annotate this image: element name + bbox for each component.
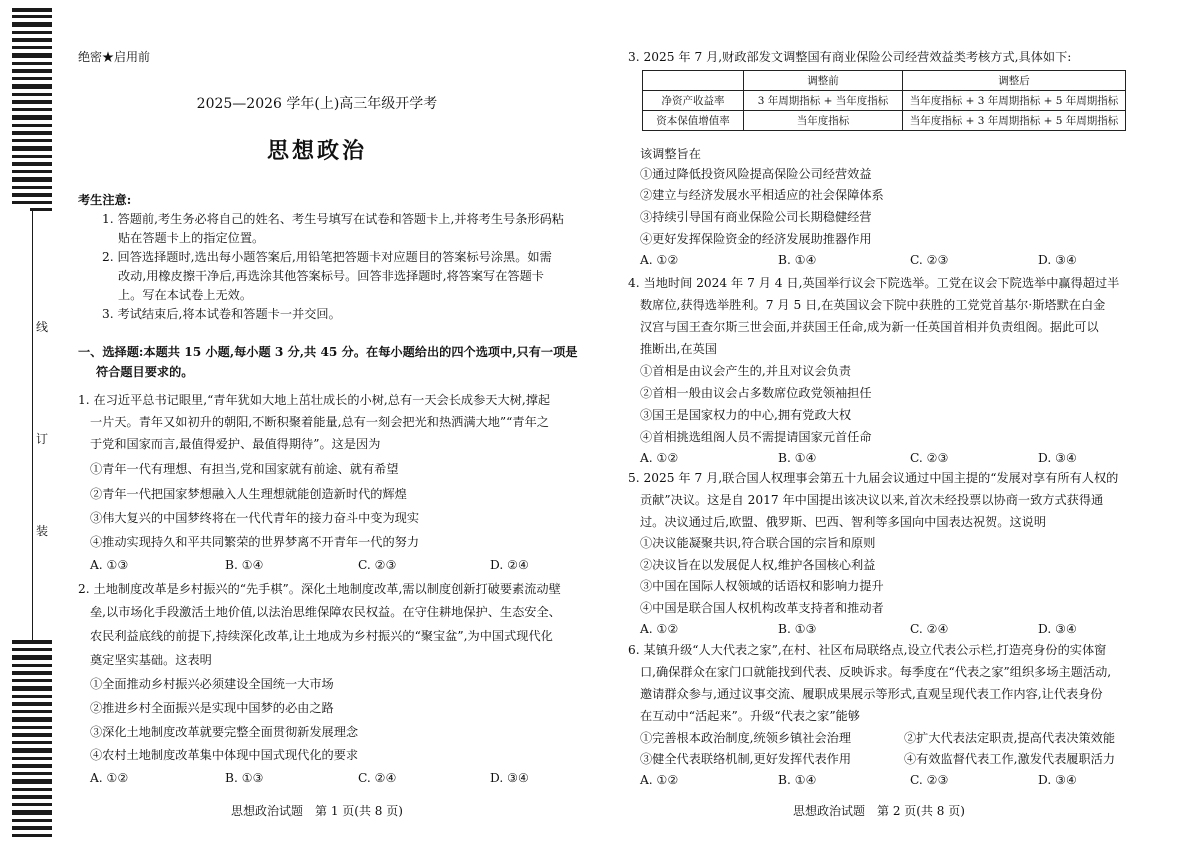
q2-stem: 2. 土地制度改革是乡村振兴的“先手棋”。深化土地制度改革,需以制度创新打破要素流动壁 <box>78 582 561 596</box>
q1-options <box>90 556 550 574</box>
table-row <box>643 111 1126 131</box>
q1-option-d[interactable]: D. ②④ <box>490 558 529 572</box>
q3-stem: 3. 2025 年 7 月,财政部发文调整国有商业保险公司经营效益类考核方式,具体如下: <box>628 50 1072 64</box>
q5-stem: 5. 2025 年 7 月,联合国人权理事会第五十九届会议通过中国主提的“发展对享有所有人权的 <box>628 471 1119 485</box>
q5-stem: 过。决议通过后,欧盟、俄罗斯、巴西、智利等多国向中国表达祝贺。这说明 <box>640 515 1047 529</box>
exam-title: 2025—2026 学年(上)高三年级开学考 <box>196 96 438 112</box>
q3-item: ②建立与经济发展水平相适应的社会保障体系 <box>640 188 884 202</box>
table-header-row <box>643 71 1126 91</box>
q3-lead: 该调整旨在 <box>640 147 701 161</box>
binding-strip-graphic <box>0 0 60 849</box>
q1-stem: 于党和国家而言,最值得爱护、最值得期待”。这是因为 <box>90 437 381 451</box>
q4-stem: 4. 当地时间 2024 年 7 月 4 日,英国举行议会下院选举。工党在议会下院选举中赢得超过半 <box>628 276 1120 290</box>
page-right <box>628 0 1130 849</box>
q4-item: ③国王是国家权力的中心,拥有党政大权 <box>640 408 852 422</box>
table-cell: 当年度指标 + 3 年周期指标 + 5 年周期指标 <box>903 111 1126 131</box>
q2-option-c[interactable]: C. ②④ <box>358 771 397 785</box>
page-left <box>78 0 578 849</box>
q2-item: ③深化土地制度改革就要完整全面贯彻新发展理念 <box>90 725 359 739</box>
q6-option-a[interactable]: A. ①② <box>640 773 679 787</box>
q4-item: ①首相是由议会产生的,并且对议会负责 <box>640 364 852 378</box>
q3-option-a[interactable]: A. ①② <box>640 253 679 267</box>
q4-option-a[interactable]: A. ①② <box>640 451 679 465</box>
q4-item: ④首相挑选组阁人员不需提请国家元首任命 <box>640 430 872 444</box>
q5-option-d[interactable]: D. ③④ <box>1038 622 1077 636</box>
q3-item: ①通过降低投资风险提高保险公司经营效益 <box>640 167 872 181</box>
q6-option-c[interactable]: C. ②③ <box>910 773 949 787</box>
q5-options <box>640 620 1100 638</box>
q3-item: ④更好发挥保险资金的经济发展助推器作用 <box>640 232 872 246</box>
q4-stem: 数席位,获得选举胜利。7 月 5 日,在英国议会下院中获胜的工党党首基尔·斯塔默在白金 <box>640 298 1106 312</box>
q3-option-c[interactable]: C. ②③ <box>910 253 949 267</box>
q6-option-d[interactable]: D. ③④ <box>1038 773 1077 787</box>
q2-option-b[interactable]: B. ①③ <box>225 771 264 785</box>
section-heading-cont: 符合题目要求的。 <box>96 365 194 379</box>
table-cell: 当年度指标 + 3 年周期指标 + 5 年周期指标 <box>903 91 1126 111</box>
notice-line: 3. 考试结束后,将本试卷和答题卡一并交回。 <box>102 307 341 321</box>
q2-option-d[interactable]: D. ③④ <box>490 771 529 785</box>
q5-item: ③中国在国际人权领域的话语权和影响力提升 <box>640 579 884 593</box>
q6-item: ④有效监督代表工作,激发代表履职活力 <box>904 752 1116 766</box>
q1-option-b[interactable]: B. ①④ <box>225 558 264 572</box>
page-footer-right: 思想政治试题 第 2 页(共 8 页) <box>793 804 965 818</box>
q4-stem: 汉宫与国王查尔斯三世会面,并获国王任命,成为新一任英国首相并负责组阁。据此可以 <box>640 320 1099 334</box>
q1-item: ③伟大复兴的中国梦终将在一代代青年的接力奋斗中变为现实 <box>90 511 420 525</box>
q4-option-c[interactable]: C. ②③ <box>910 451 949 465</box>
q1-item: ④推动实现持久和平共同繁荣的世界梦离不开青年一代的努力 <box>90 535 420 549</box>
q4-options <box>640 449 1100 467</box>
q5-item: ①决议能凝聚共识,符合联合国的宗旨和原则 <box>640 536 876 550</box>
notice-line: 贴在答题卡上的指定位置。 <box>118 231 265 245</box>
table-cell: 调整前 <box>744 71 903 91</box>
binding-word-bind: 装 <box>36 524 49 538</box>
q6-item: ②扩大代表法定职责,提高代表决策效能 <box>904 731 1116 745</box>
q5-item: ④中国是联合国人权机构改革支持者和推动者 <box>640 601 884 615</box>
notice-line: 改动,用橡皮擦干净后,再选涂其他答案标号。回答非选择题时,将答案写在答题卡 <box>118 269 544 283</box>
q4-stem: 推断出,在英国 <box>640 342 717 356</box>
q6-options <box>640 771 1100 789</box>
q2-stem: 垒,以市场化手段激活土地价值,以法治思维保障农民权益。在守住耕地保护、生态安全、 <box>90 605 561 619</box>
q2-item: ①全面推动乡村振兴必须建设全国统一大市场 <box>90 677 334 691</box>
q5-option-b[interactable]: B. ①③ <box>778 622 817 636</box>
confidential-label: 绝密★启用前 <box>78 50 151 64</box>
q3-options <box>640 251 1100 269</box>
q3-table <box>642 70 1126 131</box>
q3-item: ③持续引导国有商业保险公司长期稳健经营 <box>640 210 872 224</box>
q1-item: ②青年一代把国家梦想融入人生理想就能创造新时代的辉煌 <box>90 487 407 501</box>
q6-stem: 口,确保群众在家门口就能找到代表、反映诉求。每季度在“代表之家”组织多场主题活动, <box>640 665 1112 679</box>
q1-item: ①青年一代有理想、有担当,党和国家就有前途、就有希望 <box>90 462 399 476</box>
q2-item: ④农村土地制度改革集中体现中国式现代化的要求 <box>90 748 359 762</box>
table-cell: 3 年周期指标 + 当年度指标 <box>744 91 903 111</box>
q5-stem: 贡献”决议。这是自 2017 年中国提出该决议以来,首次未经投票以协商一致方式获得通 <box>640 493 1104 507</box>
notice-line: 2. 回答选择题时,选出每小题答案后,用铅笔把答题卡对应题目的答案标号涂黑。如需 <box>102 250 552 264</box>
q4-option-d[interactable]: D. ③④ <box>1038 451 1077 465</box>
q6-stem: 邀请群众参与,通过议事交流、履职成果展示等形式,直观呈现代表工作内容,让代表身份 <box>640 687 1103 701</box>
notice-line: 1. 答题前,考生务必将自己的姓名、考生号填写在试卷和答题卡上,并将考生号条形码粘 <box>102 212 564 226</box>
notice-line: 上。写在本试卷上无效。 <box>118 288 253 302</box>
q2-stem: 奠定坚实基础。这表明 <box>90 653 212 667</box>
q6-stem: 6. 某镇升级“人大代表之家”,在村、社区布局联络点,设立代表公示栏,打造亮身份的实体窗 <box>628 643 1107 657</box>
q2-item: ②推进乡村全面振兴是实现中国梦的必由之路 <box>90 701 334 715</box>
table-cell: 净资产收益率 <box>643 91 744 111</box>
q6-item: ③健全代表联络机制,更好发挥代表作用 <box>640 752 852 766</box>
q4-item: ②首相一般由议会占多数席位政党领袖担任 <box>640 386 872 400</box>
q5-option-c[interactable]: C. ②④ <box>910 622 949 636</box>
q1-stem: 1. 在习近平总书记眼里,“青年犹如大地上茁壮成长的小树,总有一天会长成参天大树,撑起 <box>78 393 551 407</box>
table-cell <box>643 71 744 91</box>
q2-options <box>90 769 550 787</box>
notice-heading: 考生注意: <box>78 193 132 207</box>
q6-stem: 在互动中“活起来”。升级“代表之家”能够 <box>640 709 860 723</box>
q4-option-b[interactable]: B. ①④ <box>778 451 817 465</box>
q6-option-b[interactable]: B. ①④ <box>778 773 817 787</box>
q2-stem: 农民利益底线的前提下,持续深化改革,让土地成为乡村振兴的“聚宝盆”,为中国式现代化 <box>90 629 553 643</box>
q6-item: ①完善根本政治制度,统领乡镇社会治理 <box>640 731 852 745</box>
q1-stem: 一片天。青年又如初升的朝阳,不断积聚着能量,总有一刻会把光和热洒满大地”“青年之 <box>90 415 549 429</box>
binding-word-line: 线 <box>36 320 49 334</box>
q3-option-b[interactable]: B. ①④ <box>778 253 817 267</box>
q5-item: ②决议旨在以发展促人权,维护各国核心利益 <box>640 558 876 572</box>
subject-title: 思想政治 <box>266 138 367 164</box>
table-cell: 资本保值增值率 <box>643 111 744 131</box>
q3-option-d[interactable]: D. ③④ <box>1038 253 1077 267</box>
table-row <box>643 91 1126 111</box>
q1-option-c[interactable]: C. ②③ <box>358 558 397 572</box>
q2-option-a[interactable]: A. ①② <box>90 771 129 785</box>
section-heading: 一、选择题:本题共 15 小题,每小题 3 分,共 45 分。在每小题给出的四个选项中,只有一项是 <box>78 345 578 359</box>
binding-word-order: 订 <box>36 432 49 446</box>
page-footer-left: 思想政治试题 第 1 页(共 8 页) <box>231 804 403 818</box>
table-cell: 调整后 <box>903 71 1126 91</box>
q1-option-a[interactable]: A. ①③ <box>90 558 129 572</box>
q5-option-a[interactable]: A. ①② <box>640 622 679 636</box>
binding-margin <box>0 0 60 849</box>
table-cell: 当年度指标 <box>744 111 903 131</box>
